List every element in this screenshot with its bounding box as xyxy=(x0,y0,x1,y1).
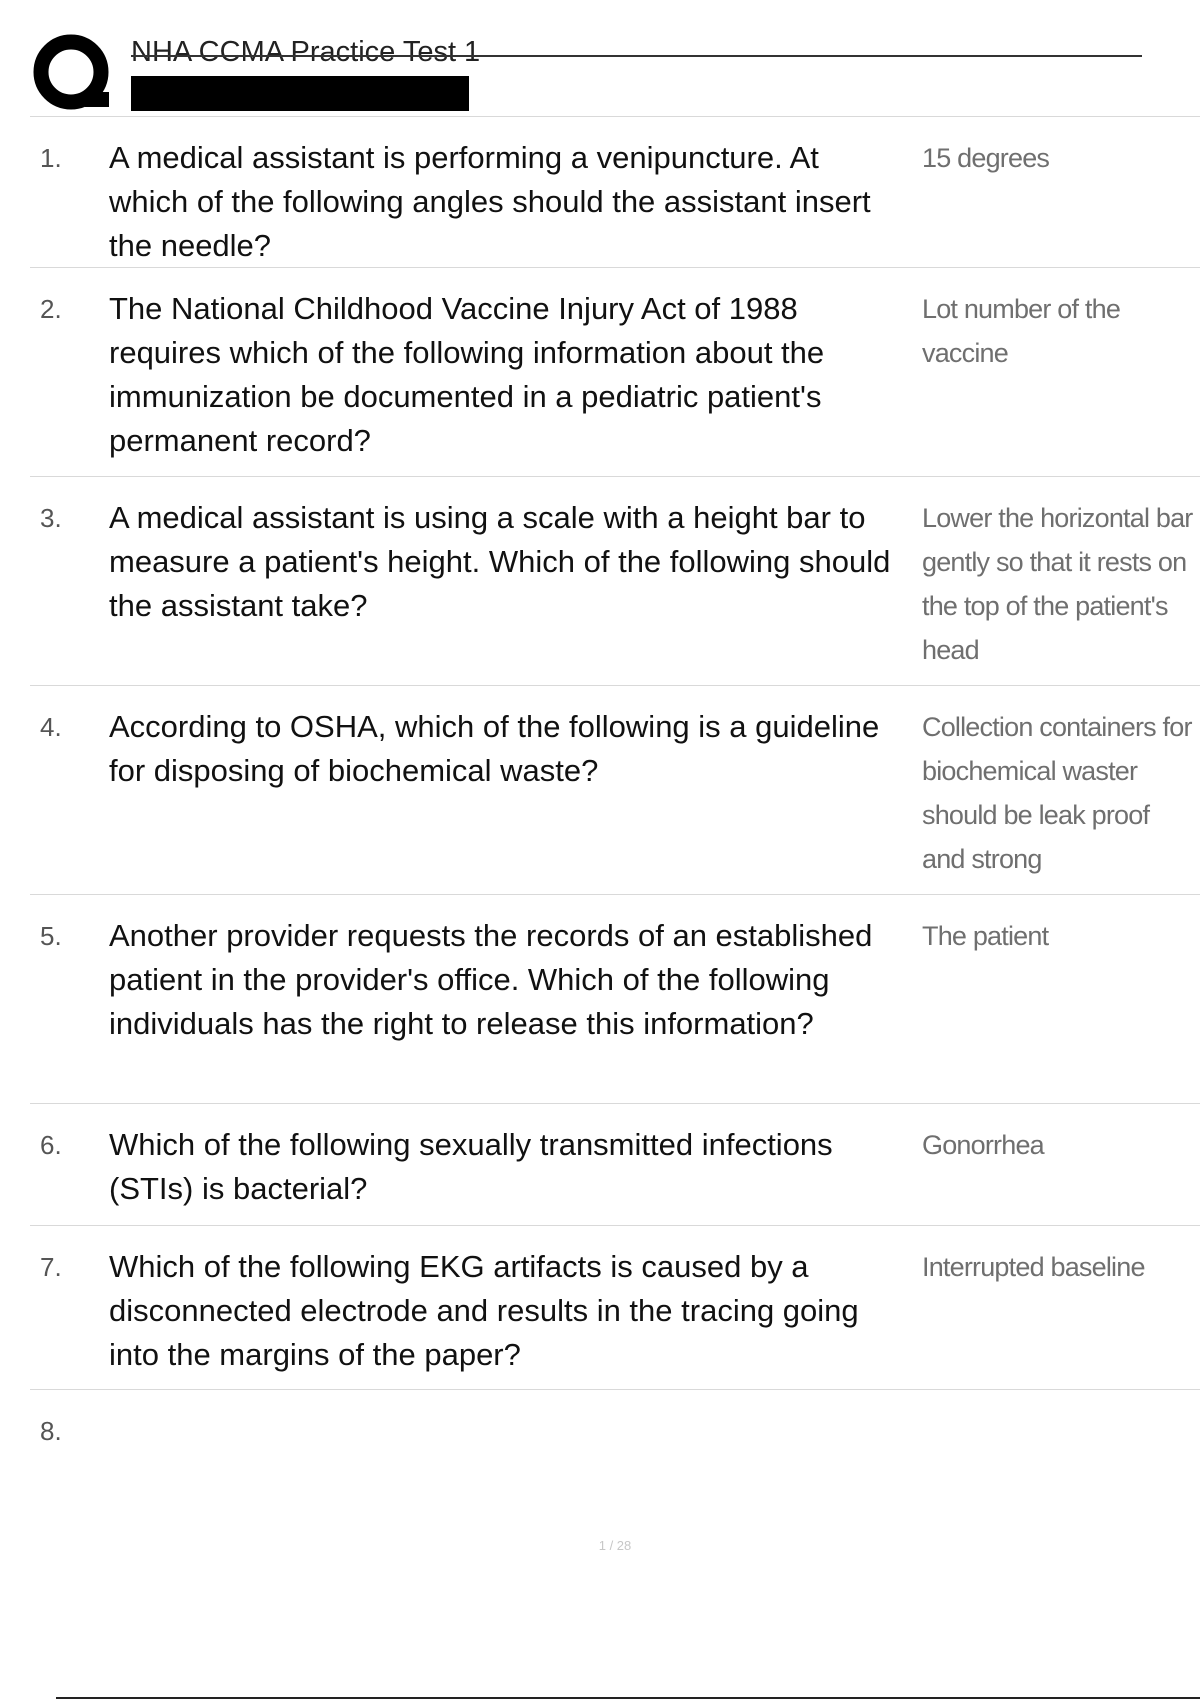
answer-text: Gonorrhea xyxy=(922,1130,1044,1160)
question-text: Which of the following EKG artifacts is caused by a disconnected electrode and results in the tracing going into the margins of the paper? xyxy=(109,1249,859,1372)
quizlet-q-logo-icon xyxy=(33,34,115,116)
qa-row-8 xyxy=(30,1390,1200,1540)
answer-text: The patient xyxy=(922,921,1049,951)
question-number: 4. xyxy=(40,712,62,742)
title-strikethrough-line xyxy=(131,55,1142,57)
question-text: The National Childhood Vaccine Injury Act of 1988 requires which of the following information about the immunization be documented in a pediatric patient's permanent record? xyxy=(109,291,825,458)
qa-row-2 xyxy=(30,268,1200,477)
question-text: A medical assistant is performing a venipuncture. At which of the following angles should the assistant insert the needle? xyxy=(109,140,871,263)
qa-row-7 xyxy=(30,1226,1200,1390)
answer-text: 15 degrees xyxy=(922,143,1050,173)
qa-row-4 xyxy=(30,686,1200,895)
question-text: Another provider requests the records of an established patient in the provider's office. Which of the following individuals has the right to release this information? xyxy=(109,918,873,1041)
question-text: Which of the following sexually transmitted infections (STIs) is bacterial? xyxy=(109,1127,833,1206)
answer-text: Collection containers for biochemical waster should be leak proof and strong xyxy=(922,712,1192,874)
question-number: 2. xyxy=(40,294,62,324)
footer-divider xyxy=(56,1697,1200,1699)
question-number: 8. xyxy=(40,1416,62,1446)
answer-text: Lower the horizontal bar gently so that it rests on the top of the patient's head xyxy=(922,503,1193,665)
answer-text: Interrupted baseline xyxy=(922,1252,1145,1282)
question-number: 1. xyxy=(40,143,62,173)
page-number: 1 / 28 xyxy=(598,1538,632,1553)
qa-row-6 xyxy=(30,1104,1200,1226)
qa-row-3 xyxy=(30,477,1200,686)
document-title: NHA CCMA Practice Test 1 xyxy=(131,36,481,68)
question-number: 7. xyxy=(40,1252,62,1282)
question-number: 3. xyxy=(40,503,62,533)
qa-row-5 xyxy=(30,895,1200,1104)
question-number: 5. xyxy=(40,921,62,951)
document-header xyxy=(30,30,1142,116)
question-text: A medical assistant is using a scale with a height bar to measure a patient's height. Which of the following should the assistant take? xyxy=(109,500,891,623)
qa-row-1 xyxy=(30,117,1200,268)
question-number: 6. xyxy=(40,1130,62,1160)
answer-text: Lot number of the vaccine xyxy=(922,294,1121,368)
redaction-bar xyxy=(131,76,469,111)
question-text: According to OSHA, which of the following is a guideline for disposing of biochemical waste? xyxy=(109,709,880,788)
question-answer-list xyxy=(30,116,1200,1540)
